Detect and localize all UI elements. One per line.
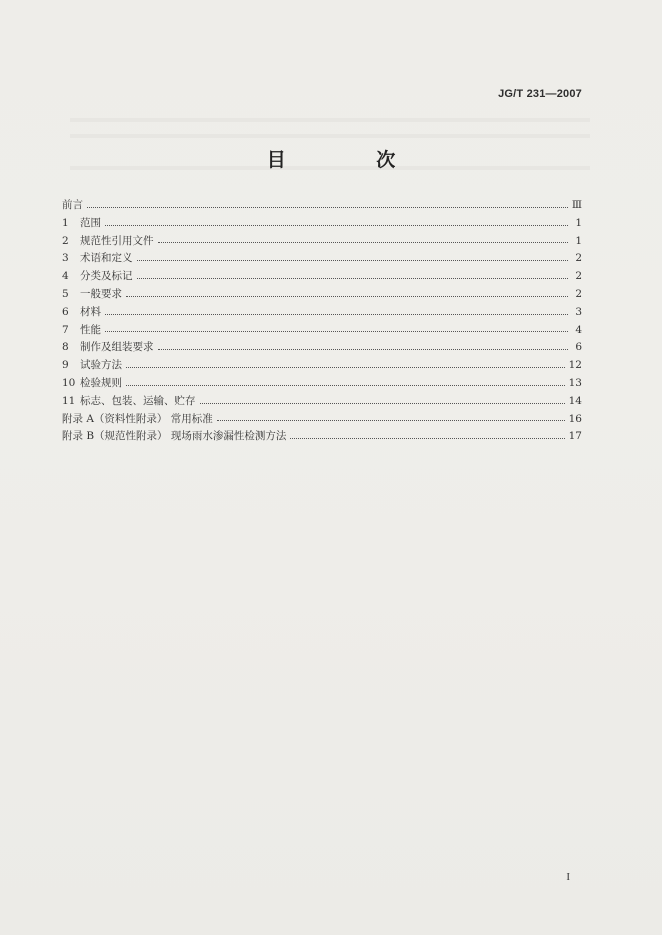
toc-entry-appendix-a[interactable] [62,411,582,429]
toc-entry-7[interactable] [62,322,582,340]
toc-entry-page: 13 [568,376,582,389]
toc-entry-label: 术语和定义 [80,252,133,265]
toc-entry-label: 试验方法 [80,359,122,372]
dot-leader [290,438,564,439]
toc-entry-11[interactable] [62,393,582,411]
dot-leader [126,385,565,386]
dot-leader [137,260,569,261]
toc-entry-label: 前言 [62,199,83,211]
toc-entry-number: 4 [62,270,69,283]
toc-entry-page: 6 [575,341,582,354]
toc-entry-number: 11 [62,394,76,407]
toc-entry-foreword[interactable] [62,197,582,215]
bleed-through-line [70,134,590,138]
toc-entry-label: 分类及标记 [80,270,133,283]
toc-entry-number: 6 [62,305,69,318]
toc-entry-number: 9 [62,359,69,372]
toc-entry-page: 17 [568,430,582,443]
toc-entry-number: 3 [62,252,69,265]
toc-title: 目 次 [266,149,438,171]
toc-entry-label: 一般要求 [80,287,122,300]
toc-entry-number: 8 [62,341,69,354]
dot-leader [217,420,565,421]
bleed-through-line [70,118,590,122]
toc-entry-label: 材料 [80,305,101,318]
toc-entry-1[interactable] [62,215,582,233]
toc-entry-page: 1 [575,234,582,247]
table-of-contents [62,197,582,446]
toc-entry-10[interactable] [62,375,582,393]
toc-entry-page: 2 [575,270,582,283]
toc-entry-page: 12 [568,359,582,372]
toc-entry-page: 14 [568,394,582,407]
toc-entry-page: 1 [575,216,582,229]
toc-entry-number: 2 [62,234,69,247]
dot-leader [105,331,568,332]
toc-entry-2[interactable] [62,233,582,251]
toc-entry-8[interactable] [62,339,582,357]
dot-leader [126,296,568,297]
toc-entry-page: 4 [575,323,582,336]
toc-entry-4[interactable] [62,268,582,286]
toc-entry-number: 7 [62,323,69,336]
toc-entry-appendix-b[interactable] [62,428,582,446]
dot-leader [137,278,569,279]
standard-code: JG/T 231—2007 [498,88,582,100]
toc-entry-page: 3 [575,305,582,318]
toc-entry-label: 标志、包装、运输、贮存 [80,394,196,407]
toc-entry-label: 性能 [80,323,101,336]
dot-leader [126,367,565,368]
toc-entry-3[interactable] [62,250,582,268]
toc-entry-page: 16 [568,412,582,425]
toc-entry-label: 规范性引用文件 [80,234,154,247]
toc-entry-number: 1 [62,216,69,229]
toc-entry-6[interactable] [62,304,582,322]
toc-entry-label: 检验规则 [80,376,122,389]
toc-entry-label: 制作及组装要求 [80,341,154,354]
toc-entry-5[interactable] [62,286,582,304]
dot-leader [158,349,569,350]
toc-entry-9[interactable] [62,357,582,375]
toc-entry-page: 2 [575,252,582,265]
page-number: I [566,871,570,883]
dot-leader [105,225,568,226]
toc-entry-page: Ⅲ [571,199,582,211]
toc-entry-label: 附录 A（资料性附录） 常用标准 [62,412,213,425]
dot-leader [200,403,565,404]
toc-entry-label: 附录 B（规范性附录） 现场雨水渗漏性检测方法 [62,430,287,443]
dot-leader [158,242,569,243]
toc-entry-number: 10 [62,376,76,389]
dot-leader [87,207,568,208]
toc-entry-number: 5 [62,287,69,300]
dot-leader [105,314,568,315]
toc-entry-label: 范围 [80,216,101,229]
toc-entry-page: 2 [575,287,582,300]
